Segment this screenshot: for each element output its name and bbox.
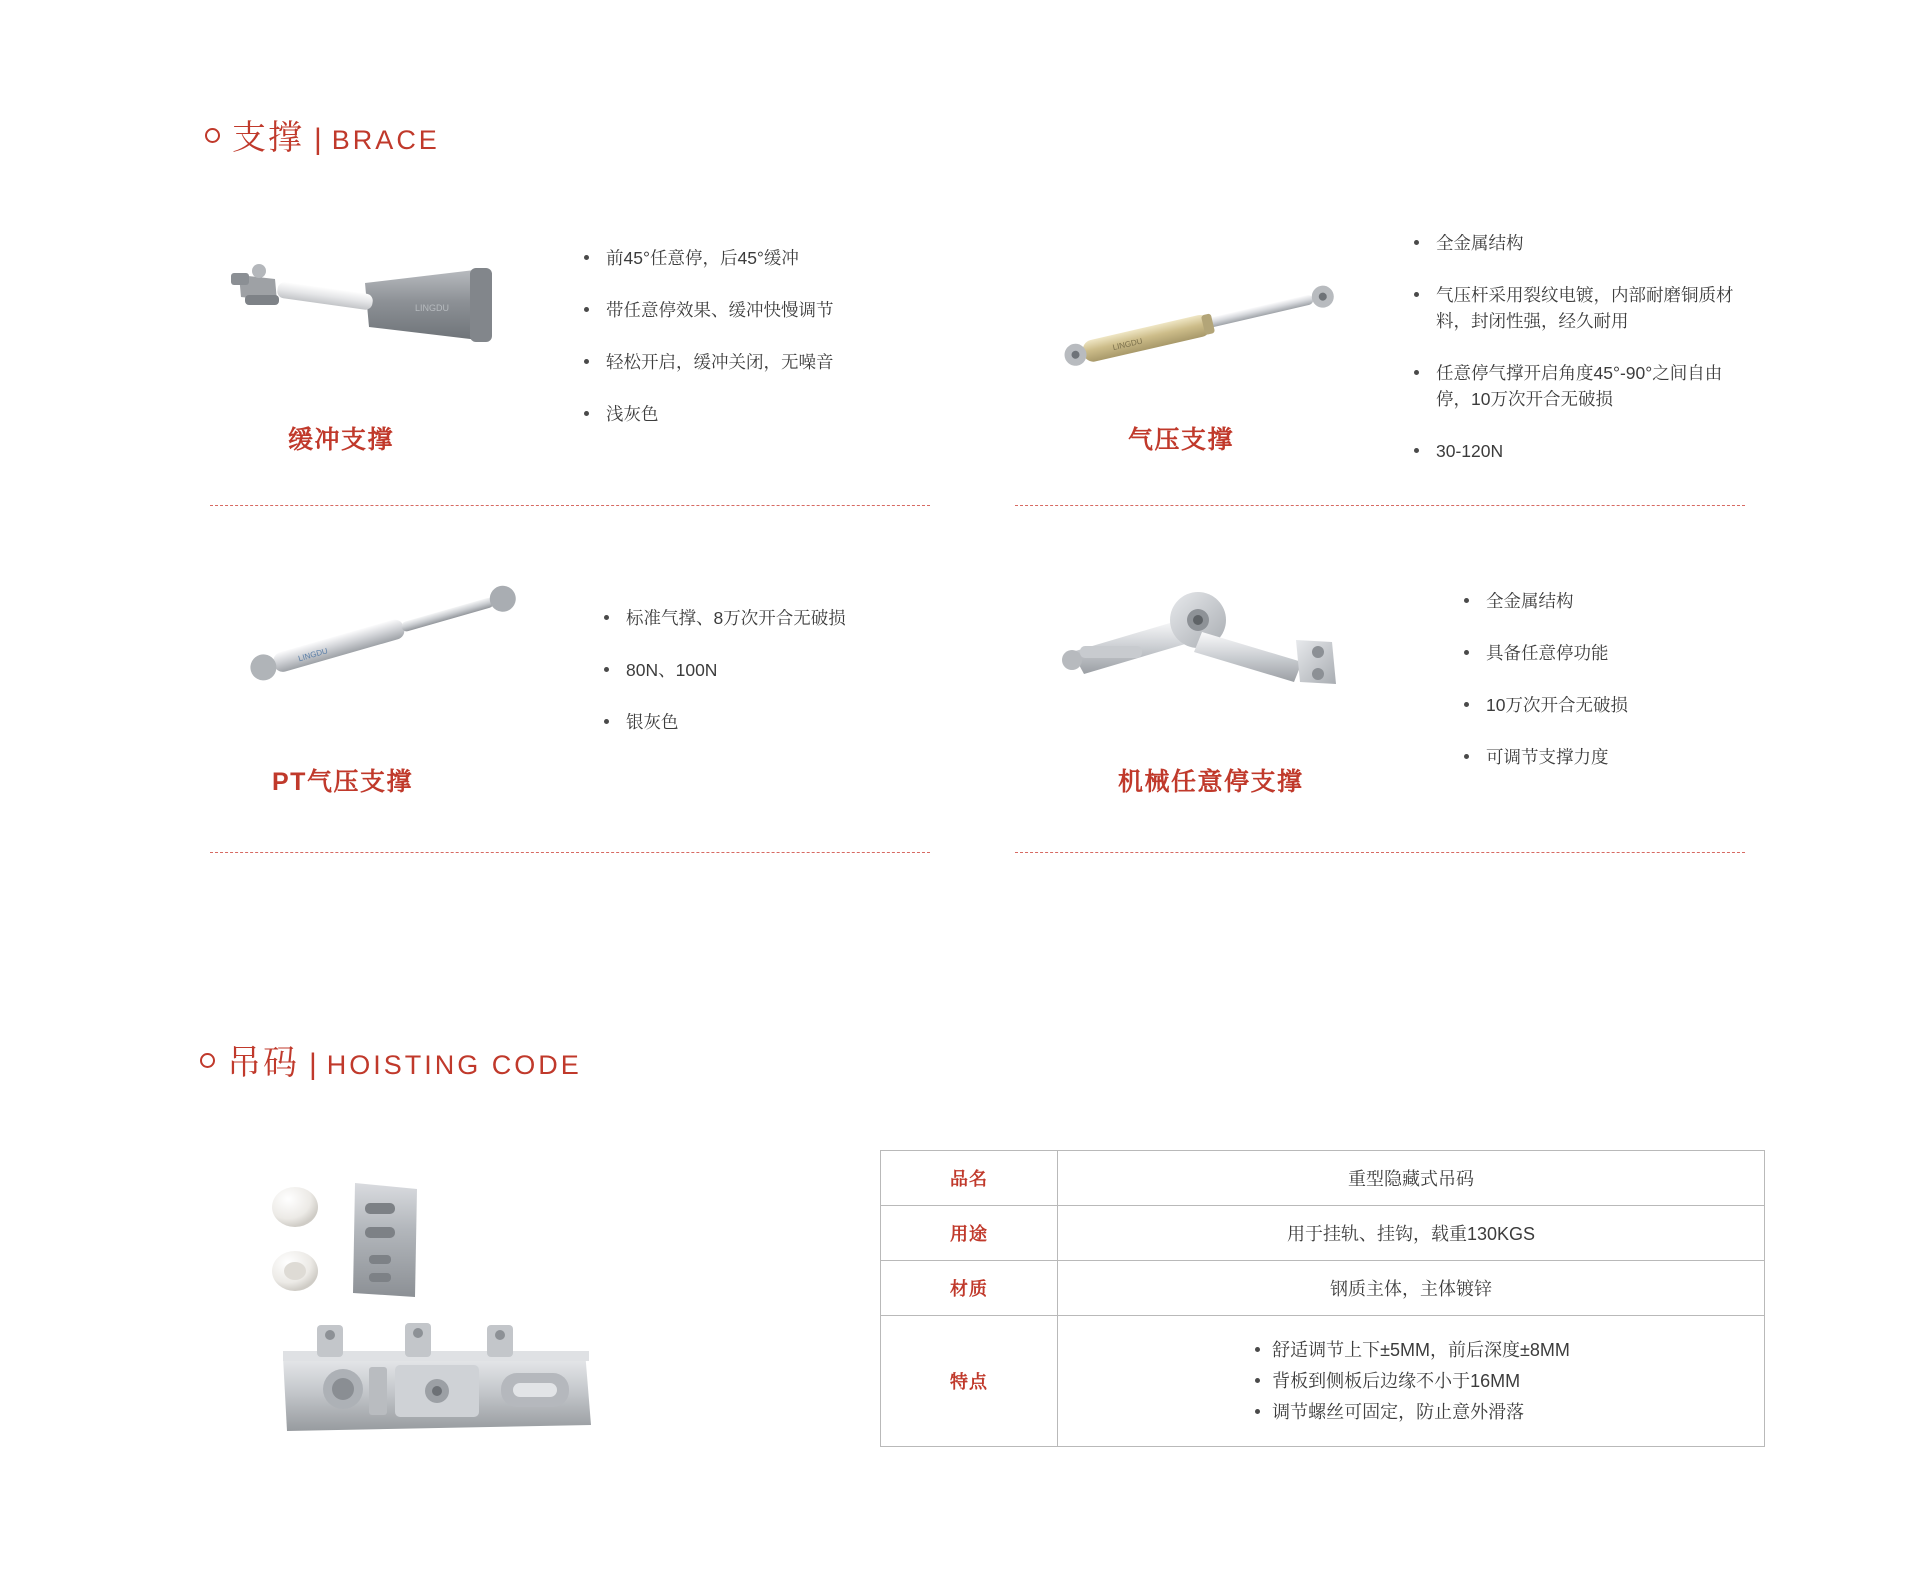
table-value-cell: 用于挂轨、挂钩，载重130KGS [1058,1206,1765,1261]
table-row [881,1206,1765,1261]
feature-list-1 [1410,230,1740,490]
feature-item: 标准气撑、8万次开合无破损 [600,605,900,631]
svg-text:LINGDU: LINGDU [297,646,329,664]
product-title-3: 机械任意停支撑 [1118,768,1304,796]
buffer-brace-image [215,255,555,365]
feature-item: 带任意停效果、缓冲快慢调节 [580,297,880,323]
section-title-divider: | [314,123,322,156]
product-title-2: PT气压支撑 [272,768,413,796]
section-title-en: HOISTING CODE [326,1050,582,1080]
gas-brace-image [1040,275,1360,375]
feature-list-3 [1460,588,1760,796]
mechanical-stop-brace-image [1050,580,1400,700]
feature-list-2 [600,605,900,761]
pt-gas-brace-image [225,580,535,690]
feature-item: 全金属结构 [1460,588,1760,614]
feature-item: 前45°任意停，后45°缓冲 [580,245,880,271]
divider-line [1015,505,1745,506]
table-label-cell: 材质 [881,1261,1058,1316]
circle-outline-icon [200,1053,215,1068]
section-title-divider: | [309,1048,317,1081]
divider-line [210,505,930,506]
feature-item: 气压杆采用裂纹电镀，内部耐磨铜质材料，封闭性强，经久耐用 [1410,282,1740,334]
table-label-cell: 特点 [881,1316,1058,1447]
feature-list-0 [580,245,880,453]
feature-item: 全金属结构 [1410,230,1740,256]
table-row [881,1261,1765,1316]
feature-item: 具备任意停功能 [1460,640,1760,666]
circle-outline-icon [205,128,220,143]
section-title-cn: 吊码 [227,1044,299,1082]
feature-item: 浅灰色 [580,401,880,427]
feature-item: 背板到侧板后边缘不小于16MM [1252,1370,1570,1392]
product-title-0: 缓冲支撑 [288,426,395,454]
feature-item: 30-120N [1410,438,1740,464]
section-title-cn: 支撑 [232,119,304,157]
feature-item: 可调节支撑力度 [1460,744,1760,770]
feature-item: 80N、100N [600,657,900,683]
table-value-cell: 重型隐藏式吊码 [1058,1151,1765,1206]
svg-text:LINGDU: LINGDU [415,303,450,313]
table-row [881,1316,1765,1447]
feature-item: 10万次开合无破损 [1460,692,1760,718]
svg-text:LINGDU: LINGDU [1111,336,1144,353]
table-label-cell: 品名 [881,1151,1058,1206]
hoisting-code-image [265,1175,645,1465]
table-feature-cell [1058,1316,1765,1447]
table-row [881,1151,1765,1206]
section-header-hoisting [200,1035,582,1084]
feature-item: 调节螺丝可固定，防止意外滑落 [1252,1401,1570,1423]
hoisting-spec-table [880,1150,1765,1447]
feature-item: 任意停气撑开启角度45°-90°之间自由停，10万次开合无破损 [1410,360,1740,412]
divider-line [210,852,930,853]
feature-item: 轻松开启，缓冲关闭，无噪音 [580,349,880,375]
divider-line [1015,852,1745,853]
section-title-en: BRACE [331,125,440,155]
feature-item: 银灰色 [600,709,900,735]
product-title-1: 气压支撑 [1128,426,1235,454]
table-label-cell: 用途 [881,1206,1058,1261]
feature-item: 舒适调节上下±5MM，前后深度±8MM [1252,1339,1570,1361]
table-value-cell: 钢质主体，主体镀锌 [1058,1261,1765,1316]
section-header-brace [205,110,440,159]
